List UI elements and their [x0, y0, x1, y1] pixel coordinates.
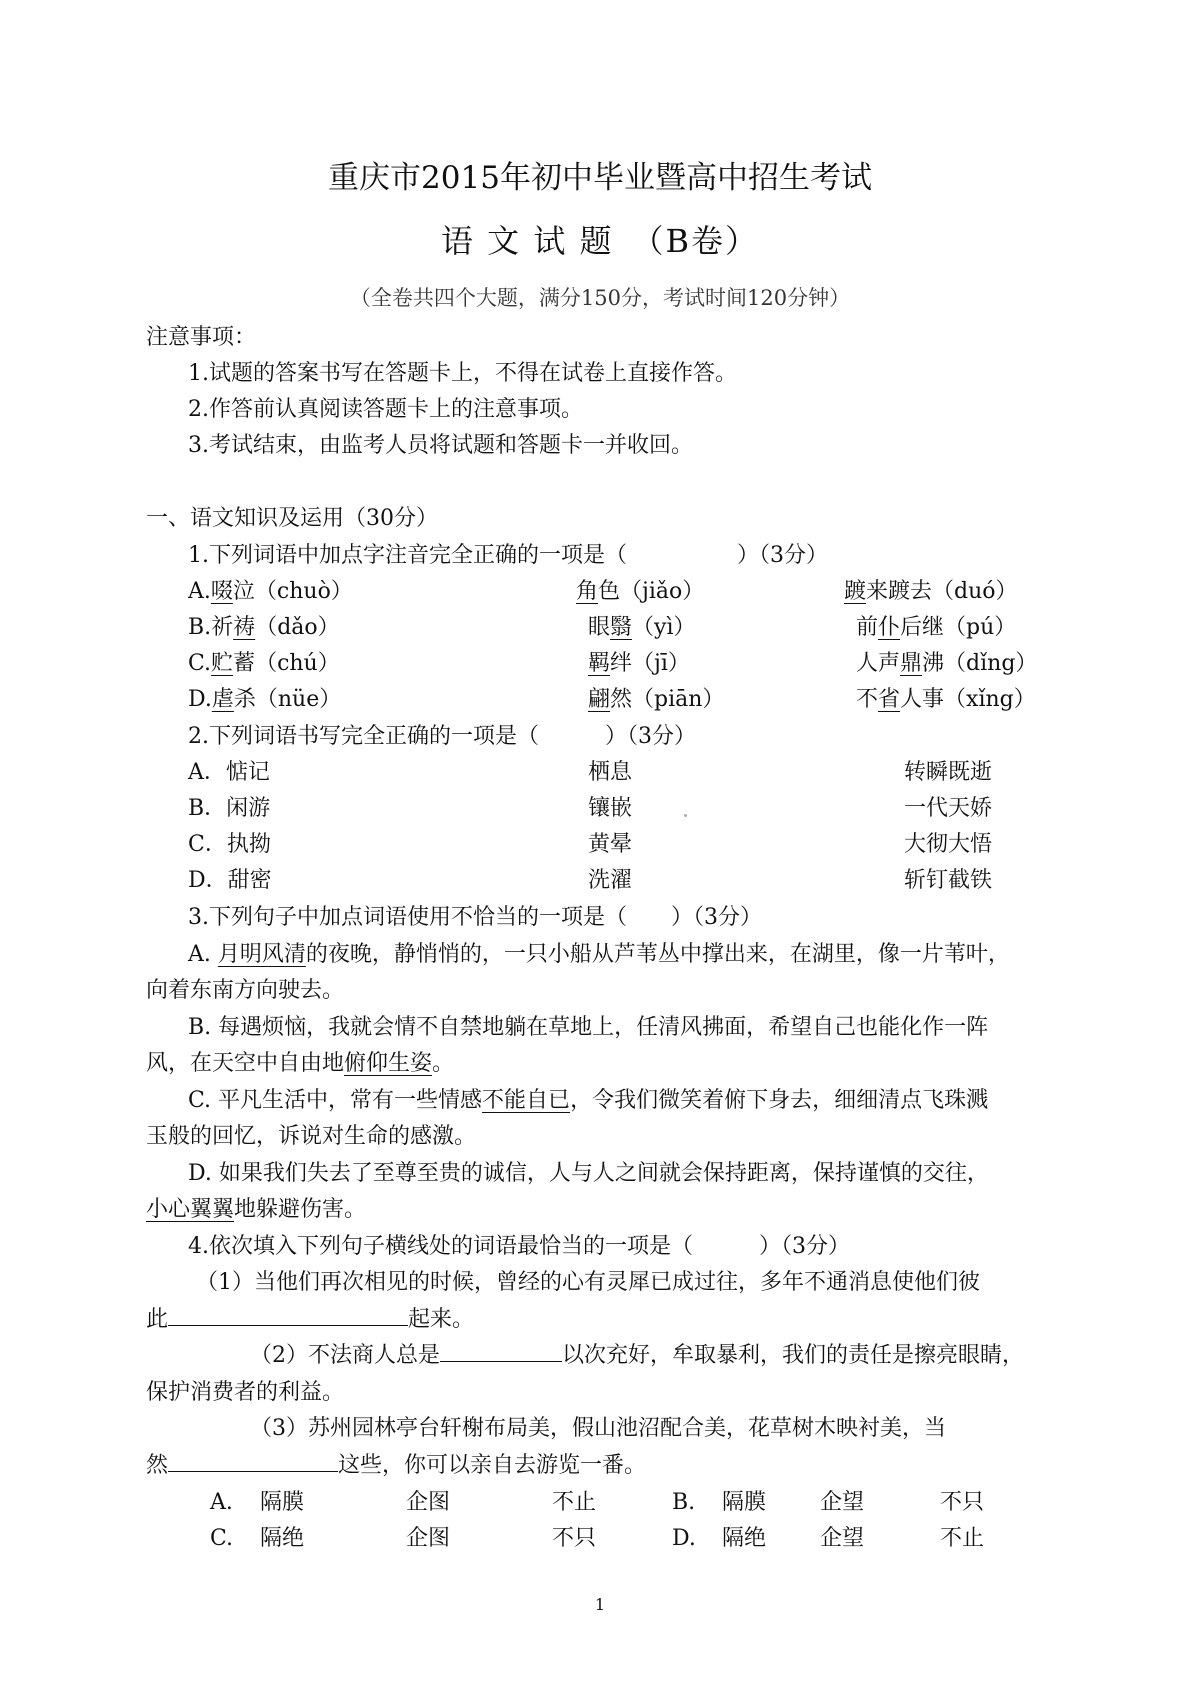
option-d-word3: 不省人事（xǐng） [856, 687, 1036, 712]
option-b-word2: 镶嵌 [588, 796, 633, 821]
option-word: 不止 [552, 1490, 597, 1515]
option-word: 企图 [406, 1526, 451, 1551]
notice-item: 2.作答前认真阅读答题卡上的注意事项。 [188, 397, 583, 422]
notice-heading: 注意事项： [146, 325, 257, 350]
option-b-text: B. 每遇烦恼，我就会情不自禁地躺在草地上，任清风拂面，希望自己也能化作一阵 [188, 1015, 989, 1040]
exam-info: （全卷共四个大题，满分150分，考试时间120分钟） [349, 286, 851, 310]
sentence-1: （1）当他们再次相见的时候，曾经的心有灵犀已成过往，多年不通消息使他们彼 [196, 1270, 980, 1295]
option-a-word3: 转瞬既逝 [904, 760, 993, 785]
page-number: 1 [594, 1595, 606, 1614]
option-word: 隔膜 [260, 1490, 305, 1515]
section-heading: 一、语文知识及运用（30分） [146, 506, 438, 531]
sentence-2-cont: 保护消费者的利益。 [146, 1380, 345, 1405]
option-c-word1: C.贮蓄（chú） [188, 651, 340, 676]
option-a-word3: 踱来踱去（duó） [844, 579, 1018, 604]
option-word: 不止 [940, 1526, 985, 1551]
option-c-word3: 大彻大悟 [904, 832, 993, 857]
option-b-word1: B．闲游 [188, 796, 271, 821]
scan-speck [684, 814, 687, 817]
option-a-word1: A．惦记 [188, 760, 270, 785]
sentence-3: （3）苏州园林亭台轩榭布局美，假山池沼配合美，花草树木映衬美，当 [250, 1416, 946, 1441]
option-c-text: C. 平凡生活中，常有一些情感不能自已，令我们微笑着俯下身去，细细清点飞珠溅 [188, 1088, 989, 1113]
option-b-text-cont: 风，在天空中自由地俯仰生姿。 [146, 1051, 455, 1076]
option-c-word2: 羁绊（jī） [588, 651, 690, 676]
exam-title: 重庆市2015年初中毕业暨高中招生考试 [328, 160, 872, 196]
option-word: 隔膜 [722, 1490, 767, 1515]
sentence-1-cont: 此 起来。 [146, 1307, 475, 1332]
question-stem: 1.下列词语中加点字注音完全正确的一项是（ ）（3分） [188, 543, 828, 568]
option-d-word1: D．甜密 [188, 868, 272, 893]
option-label: A. [210, 1490, 233, 1515]
option-a-text-cont: 向着东南方向驶去。 [146, 978, 345, 1003]
option-a-word2: 角色（jiǎo） [576, 579, 705, 604]
sentence-2: （2）不法商人总是 以次充好，牟取暴利，我们的责任是擦亮眼睛， [250, 1343, 1025, 1368]
option-a-text: A. 月明风清的夜晚，静悄悄的，一只小船从芦苇丛中撑出来，在湖里，像一片苇叶， [188, 942, 1010, 967]
fill-blank [440, 1359, 562, 1362]
option-a-word2: 栖息 [588, 760, 633, 785]
question-stem: 4.依次填入下列句子横线处的词语最恰当的一项是（ ）（3分） [188, 1234, 850, 1259]
exam-subtitle: 语 文 试 题 （B卷） [440, 222, 760, 260]
fill-blank [168, 1323, 408, 1326]
option-c-word2: 黄晕 [588, 832, 633, 857]
question-stem: 3.下列句子中加点词语使用不恰当的一项是（ ）（3分） [188, 905, 762, 930]
option-word: 不只 [552, 1526, 597, 1551]
option-b-word2: 眼翳（yì） [588, 615, 696, 640]
notice-item: 1.试题的答案书写在答题卡上，不得在试卷上直接作答。 [188, 361, 737, 386]
question-stem: 2.下列词语书写完全正确的一项是（ ）（3分） [188, 724, 696, 749]
option-label: D. [672, 1526, 696, 1551]
option-b-word1: B.祈祷（dǎo） [188, 615, 340, 640]
option-c-text-cont: 玉般的回忆，诉说对生命的感激。 [146, 1124, 477, 1149]
option-b-word3: 一代天娇 [904, 796, 993, 821]
option-b-word3: 前仆后继（pú） [856, 615, 1017, 640]
option-word: 企望 [820, 1490, 865, 1515]
option-word: 不只 [940, 1490, 985, 1515]
option-label: C. [210, 1526, 234, 1551]
sentence-3-cont: 然 这些，你可以亲自去游览一番。 [146, 1453, 647, 1478]
option-label: B. [672, 1490, 696, 1515]
option-d-text-cont: 小心翼翼地躲避伤害。 [146, 1197, 367, 1222]
notice-item: 3.考试结束，由监考人员将试题和答题卡一并收回。 [188, 433, 693, 458]
option-c-word1: C．执拗 [188, 832, 271, 857]
option-d-word1: D.虐杀（nüe） [188, 687, 342, 712]
option-word: 企图 [406, 1490, 451, 1515]
option-c-word3: 人声鼎沸（dǐng） [856, 651, 1038, 676]
option-d-text: D. 如果我们失去了至尊至贵的诚信，人与人之间就会保持距离，保持谨慎的交往， [188, 1161, 989, 1186]
option-d-word2: 翩然（piān） [588, 687, 725, 712]
option-a-word1: A.啜泣（chuò） [188, 579, 353, 604]
option-d-word2: 洗濯 [588, 868, 633, 893]
option-word: 隔绝 [260, 1526, 305, 1551]
option-d-word3: 斩钉截铁 [904, 868, 993, 893]
fill-blank [168, 1469, 338, 1472]
option-word: 企望 [820, 1526, 865, 1551]
option-word: 隔绝 [722, 1526, 767, 1551]
